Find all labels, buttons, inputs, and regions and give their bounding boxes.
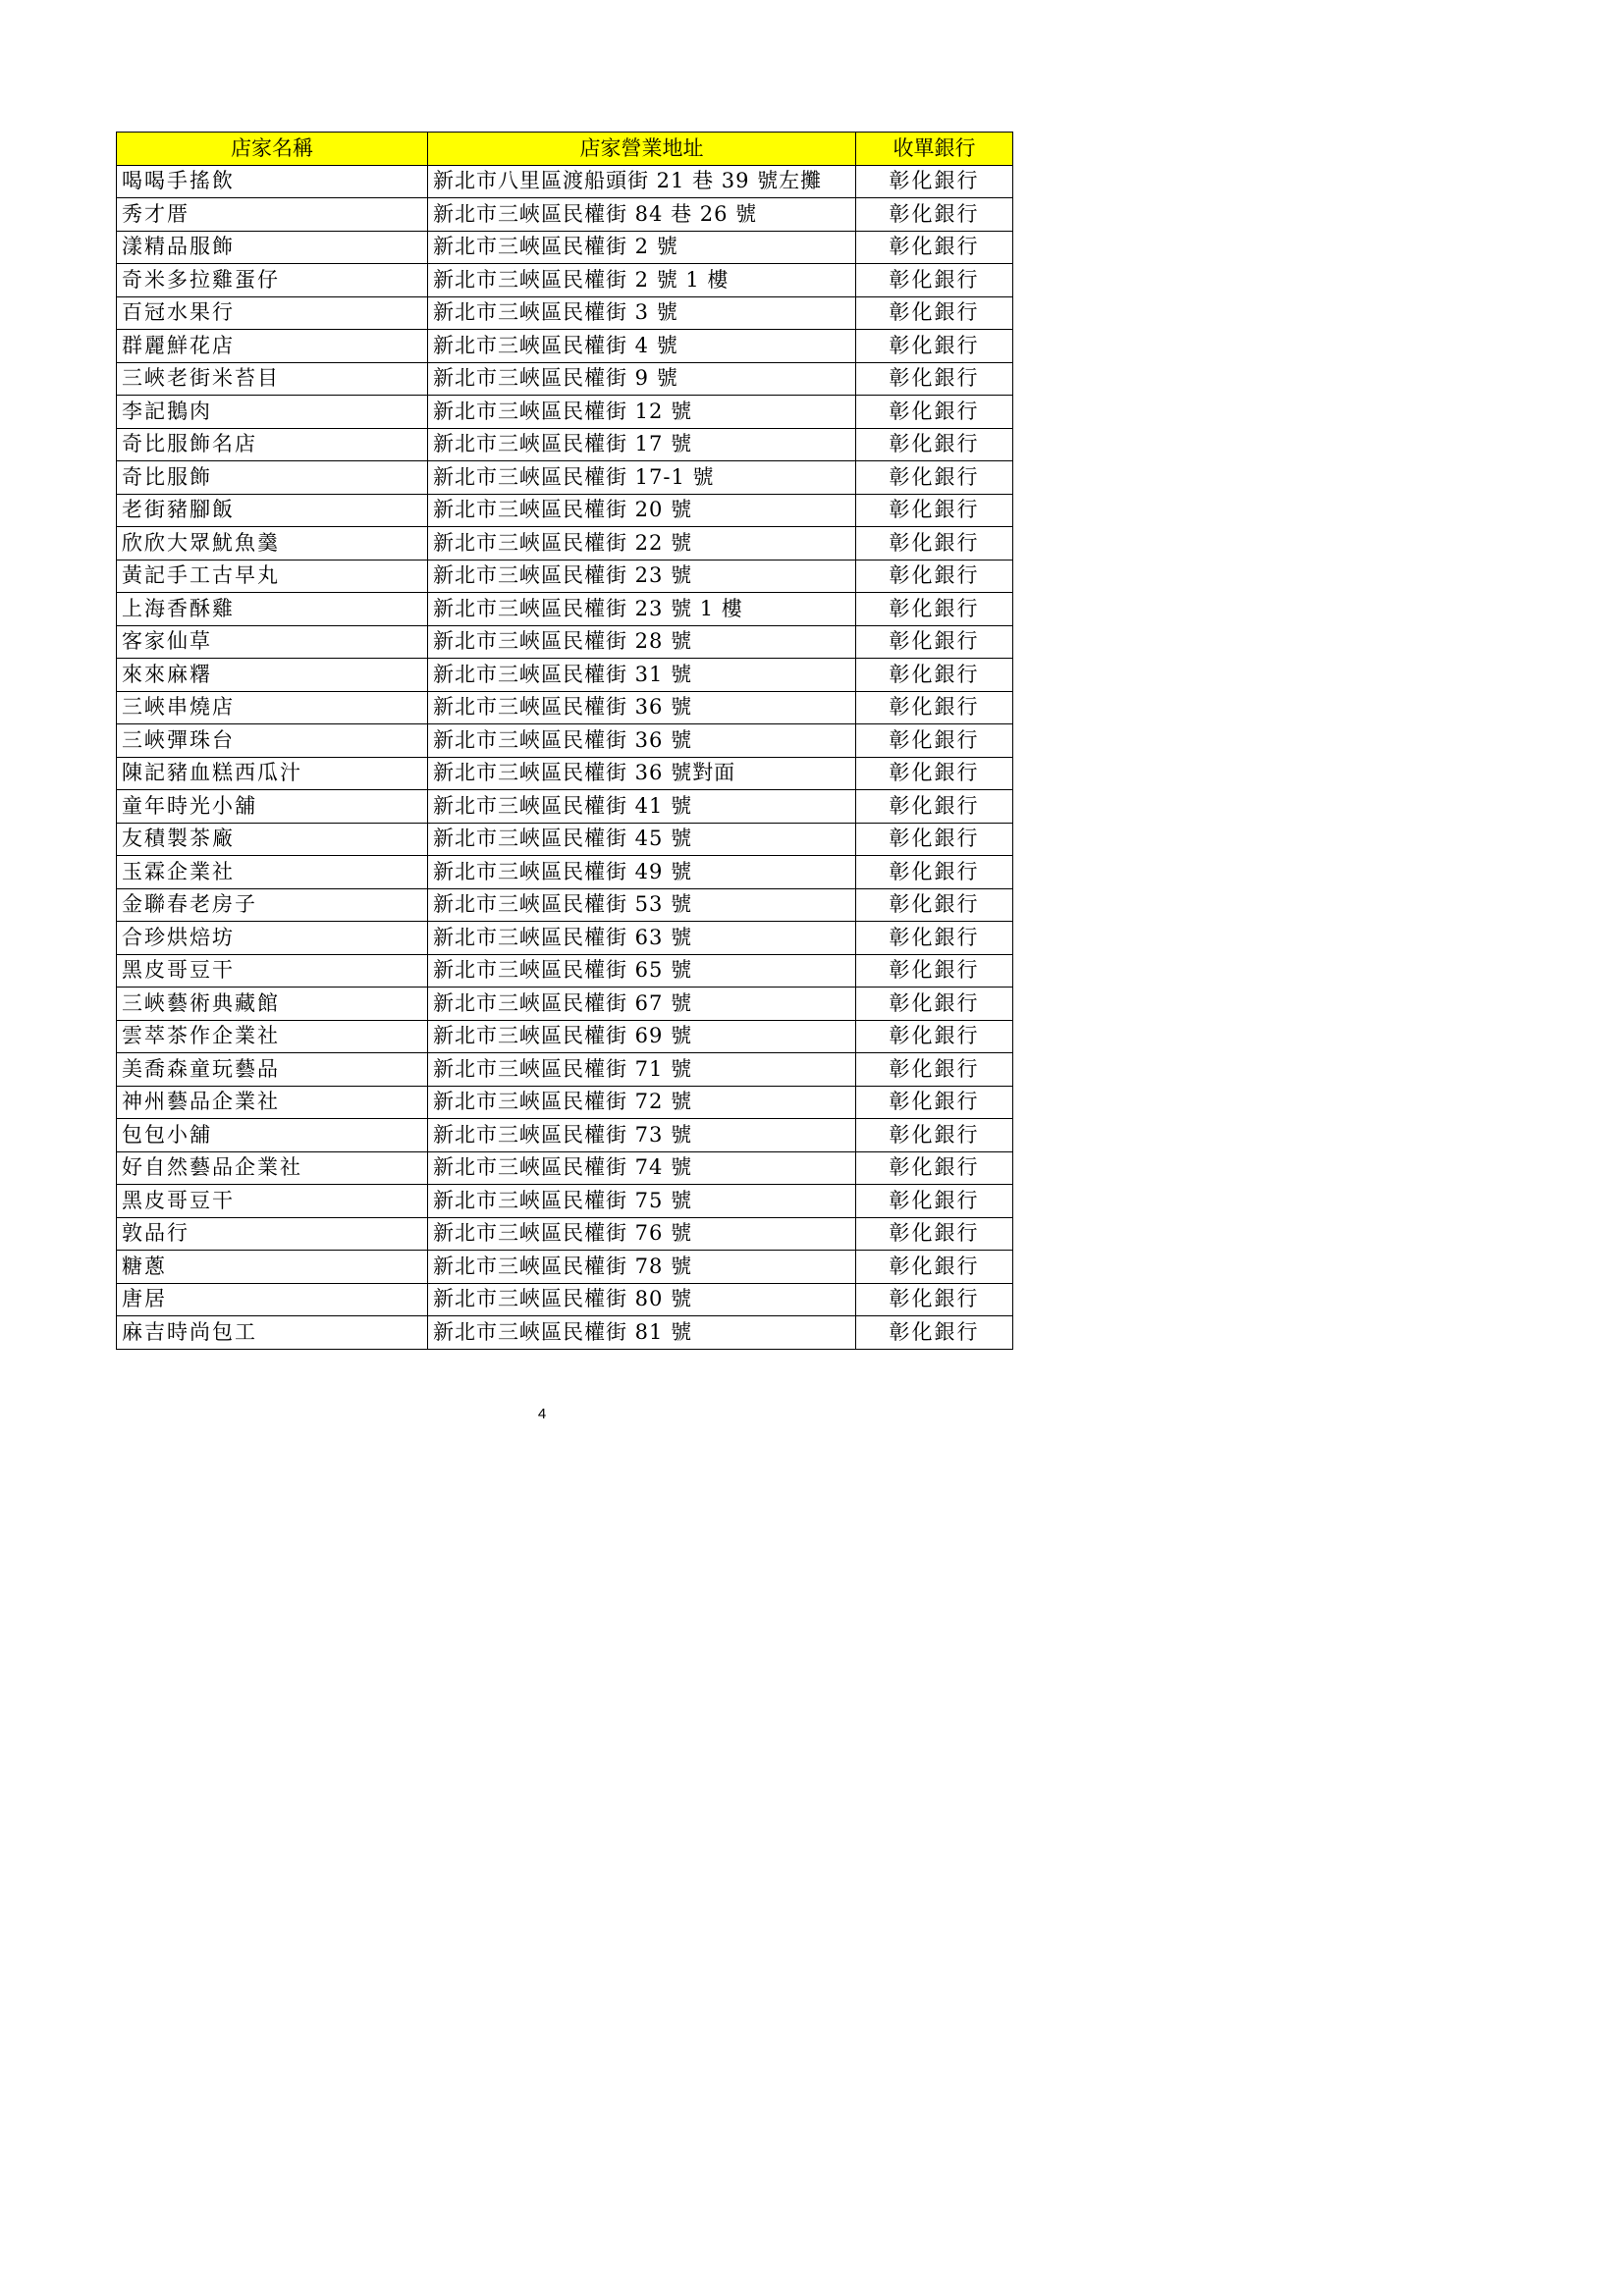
acquiring-bank-cell: 彰化銀行: [856, 527, 1013, 561]
store-address-cell: 新北市三峽區民權街 74 號: [428, 1151, 856, 1185]
store-address-cell: 新北市三峽區民權街 81 號: [428, 1316, 856, 1350]
acquiring-bank-cell: 彰化銀行: [856, 198, 1013, 232]
acquiring-bank-cell: 彰化銀行: [856, 330, 1013, 363]
store-address-cell: 新北市三峽區民權街 2 號 1 樓: [428, 264, 856, 297]
table-row: [117, 888, 1013, 922]
store-address-cell: 新北市三峽區民權街 73 號: [428, 1119, 856, 1152]
store-name-cell: 黑皮哥豆干: [117, 954, 428, 988]
header-store-name: 店家名稱: [117, 133, 428, 166]
store-name-cell: 黑皮哥豆干: [117, 1185, 428, 1218]
store-name-cell: 漾精品服飾: [117, 231, 428, 264]
store-address-cell: 新北市三峽區民權街 41 號: [428, 790, 856, 824]
acquiring-bank-cell: 彰化銀行: [856, 1316, 1013, 1350]
table-row: [117, 922, 1013, 955]
table-row: [117, 1086, 1013, 1119]
store-address-cell: 新北市三峽區民權街 65 號: [428, 954, 856, 988]
acquiring-bank-cell: 彰化銀行: [856, 1251, 1013, 1284]
acquiring-bank-cell: 彰化銀行: [856, 954, 1013, 988]
store-name-cell: 黃記手工古早丸: [117, 560, 428, 593]
store-address-cell: 新北市三峽區民權街 63 號: [428, 922, 856, 955]
acquiring-bank-cell: 彰化銀行: [856, 823, 1013, 856]
acquiring-bank-cell: 彰化銀行: [856, 724, 1013, 758]
header-row: [117, 133, 1013, 166]
table-row: [117, 264, 1013, 297]
table-row: [117, 856, 1013, 889]
store-name-cell: 金聯春老房子: [117, 888, 428, 922]
store-address-cell: 新北市三峽區民權街 76 號: [428, 1217, 856, 1251]
store-address-cell: 新北市三峽區民權街 22 號: [428, 527, 856, 561]
table-body: [117, 165, 1013, 1349]
store-name-cell: 秀才厝: [117, 198, 428, 232]
store-name-cell: 客家仙草: [117, 625, 428, 659]
table-row: [117, 296, 1013, 330]
store-name-cell: 陳記豬血糕西瓜汁: [117, 757, 428, 790]
store-address-cell: 新北市三峽區民權街 84 巷 26 號: [428, 198, 856, 232]
store-address-cell: 新北市三峽區民權街 9 號: [428, 362, 856, 396]
store-name-cell: 喝喝手搖飲: [117, 165, 428, 198]
acquiring-bank-cell: 彰化銀行: [856, 790, 1013, 824]
store-name-cell: 奇比服飾: [117, 461, 428, 495]
store-name-cell: 神州藝品企業社: [117, 1086, 428, 1119]
table-row: [117, 1283, 1013, 1316]
table-row: [117, 231, 1013, 264]
table-row: [117, 593, 1013, 626]
acquiring-bank-cell: 彰化銀行: [856, 560, 1013, 593]
store-address-cell: 新北市三峽區民權街 71 號: [428, 1053, 856, 1087]
table-row: [117, 396, 1013, 429]
store-address-cell: 新北市八里區渡船頭街 21 巷 39 號左攤: [428, 165, 856, 198]
table-header: [117, 133, 1013, 166]
acquiring-bank-cell: 彰化銀行: [856, 757, 1013, 790]
acquiring-bank-cell: 彰化銀行: [856, 625, 1013, 659]
store-address-cell: 新北市三峽區民權街 17 號: [428, 428, 856, 461]
table-row: [117, 1185, 1013, 1218]
store-name-cell: 群麗鮮花店: [117, 330, 428, 363]
store-name-cell: 上海香酥雞: [117, 593, 428, 626]
store-address-cell: 新北市三峽區民權街 36 號: [428, 691, 856, 724]
store-name-cell: 玉霖企業社: [117, 856, 428, 889]
store-name-cell: 好自然藝品企業社: [117, 1151, 428, 1185]
acquiring-bank-cell: 彰化銀行: [856, 362, 1013, 396]
acquiring-bank-cell: 彰化銀行: [856, 659, 1013, 692]
store-name-cell: 合珍烘焙坊: [117, 922, 428, 955]
store-address-cell: 新北市三峽區民權街 4 號: [428, 330, 856, 363]
acquiring-bank-cell: 彰化銀行: [856, 1283, 1013, 1316]
store-name-cell: 糖蔥: [117, 1251, 428, 1284]
header-acquiring-bank: 收單銀行: [856, 133, 1013, 166]
table-row: [117, 527, 1013, 561]
acquiring-bank-cell: 彰化銀行: [856, 888, 1013, 922]
acquiring-bank-cell: 彰化銀行: [856, 1119, 1013, 1152]
table-row: [117, 198, 1013, 232]
store-name-cell: 敦品行: [117, 1217, 428, 1251]
store-name-cell: 友積製茶廠: [117, 823, 428, 856]
store-name-cell: 三峽彈珠台: [117, 724, 428, 758]
table-row: [117, 988, 1013, 1021]
store-address-cell: 新北市三峽區民權街 53 號: [428, 888, 856, 922]
store-address-cell: 新北市三峽區民權街 45 號: [428, 823, 856, 856]
table-row: [117, 823, 1013, 856]
page-number: 4: [537, 1406, 547, 1422]
store-address-cell: 新北市三峽區民權街 67 號: [428, 988, 856, 1021]
table-row: [117, 1020, 1013, 1053]
table-row: [117, 165, 1013, 198]
acquiring-bank-cell: 彰化銀行: [856, 231, 1013, 264]
acquiring-bank-cell: 彰化銀行: [856, 1151, 1013, 1185]
store-address-cell: 新北市三峽區民權街 36 號: [428, 724, 856, 758]
store-address-cell: 新北市三峽區民權街 23 號 1 樓: [428, 593, 856, 626]
store-address-cell: 新北市三峽區民權街 20 號: [428, 494, 856, 527]
table-row: [117, 494, 1013, 527]
store-address-cell: 新北市三峽區民權街 75 號: [428, 1185, 856, 1218]
store-address-cell: 新北市三峽區民權街 3 號: [428, 296, 856, 330]
acquiring-bank-cell: 彰化銀行: [856, 165, 1013, 198]
acquiring-bank-cell: 彰化銀行: [856, 296, 1013, 330]
merchant-table: [116, 132, 1013, 1350]
store-address-cell: 新北市三峽區民權街 17-1 號: [428, 461, 856, 495]
store-address-cell: 新北市三峽區民權街 80 號: [428, 1283, 856, 1316]
table-row: [117, 954, 1013, 988]
table-row: [117, 1251, 1013, 1284]
store-name-cell: 三峽串燒店: [117, 691, 428, 724]
store-address-cell: 新北市三峽區民權街 49 號: [428, 856, 856, 889]
store-address-cell: 新北市三峽區民權街 72 號: [428, 1086, 856, 1119]
acquiring-bank-cell: 彰化銀行: [856, 922, 1013, 955]
table-row: [117, 691, 1013, 724]
store-address-cell: 新北市三峽區民權街 78 號: [428, 1251, 856, 1284]
store-name-cell: 唐居: [117, 1283, 428, 1316]
acquiring-bank-cell: 彰化銀行: [856, 593, 1013, 626]
store-address-cell: 新北市三峽區民權街 12 號: [428, 396, 856, 429]
store-name-cell: 童年時光小舖: [117, 790, 428, 824]
acquiring-bank-cell: 彰化銀行: [856, 691, 1013, 724]
table-row: [117, 659, 1013, 692]
table-row: [117, 560, 1013, 593]
table-row: [117, 428, 1013, 461]
store-name-cell: 百冠水果行: [117, 296, 428, 330]
store-name-cell: 奇比服飾名店: [117, 428, 428, 461]
acquiring-bank-cell: 彰化銀行: [856, 396, 1013, 429]
acquiring-bank-cell: 彰化銀行: [856, 494, 1013, 527]
store-address-cell: 新北市三峽區民權街 28 號: [428, 625, 856, 659]
store-name-cell: 三峽藝術典藏館: [117, 988, 428, 1021]
table-row: [117, 790, 1013, 824]
store-name-cell: 包包小舖: [117, 1119, 428, 1152]
acquiring-bank-cell: 彰化銀行: [856, 988, 1013, 1021]
acquiring-bank-cell: 彰化銀行: [856, 461, 1013, 495]
store-address-cell: 新北市三峽區民權街 69 號: [428, 1020, 856, 1053]
acquiring-bank-cell: 彰化銀行: [856, 856, 1013, 889]
acquiring-bank-cell: 彰化銀行: [856, 428, 1013, 461]
store-name-cell: 雲萃茶作企業社: [117, 1020, 428, 1053]
table-row: [117, 1316, 1013, 1350]
table-row: [117, 1053, 1013, 1087]
acquiring-bank-cell: 彰化銀行: [856, 1185, 1013, 1218]
header-store-address: 店家營業地址: [428, 133, 856, 166]
store-name-cell: 麻吉時尚包工: [117, 1316, 428, 1350]
table-row: [117, 625, 1013, 659]
table-row: [117, 757, 1013, 790]
store-address-cell: 新北市三峽區民權街 2 號: [428, 231, 856, 264]
table-row: [117, 1217, 1013, 1251]
store-name-cell: 來來麻糬: [117, 659, 428, 692]
store-address-cell: 新北市三峽區民權街 31 號: [428, 659, 856, 692]
table-row: [117, 1119, 1013, 1152]
store-name-cell: 美喬森童玩藝品: [117, 1053, 428, 1087]
document-page: [0, 0, 1084, 1532]
store-name-cell: 李記鵝肉: [117, 396, 428, 429]
store-name-cell: 三峽老街米苔目: [117, 362, 428, 396]
store-address-cell: 新北市三峽區民權街 23 號: [428, 560, 856, 593]
table-row: [117, 1151, 1013, 1185]
store-name-cell: 老街豬腳飯: [117, 494, 428, 527]
acquiring-bank-cell: 彰化銀行: [856, 1020, 1013, 1053]
table-row: [117, 362, 1013, 396]
table-row: [117, 461, 1013, 495]
acquiring-bank-cell: 彰化銀行: [856, 1217, 1013, 1251]
table-row: [117, 724, 1013, 758]
acquiring-bank-cell: 彰化銀行: [856, 1053, 1013, 1087]
acquiring-bank-cell: 彰化銀行: [856, 264, 1013, 297]
table-row: [117, 330, 1013, 363]
store-address-cell: 新北市三峽區民權街 36 號對面: [428, 757, 856, 790]
store-name-cell: 奇米多拉雞蛋仔: [117, 264, 428, 297]
acquiring-bank-cell: 彰化銀行: [856, 1086, 1013, 1119]
store-name-cell: 欣欣大眾魷魚羹: [117, 527, 428, 561]
